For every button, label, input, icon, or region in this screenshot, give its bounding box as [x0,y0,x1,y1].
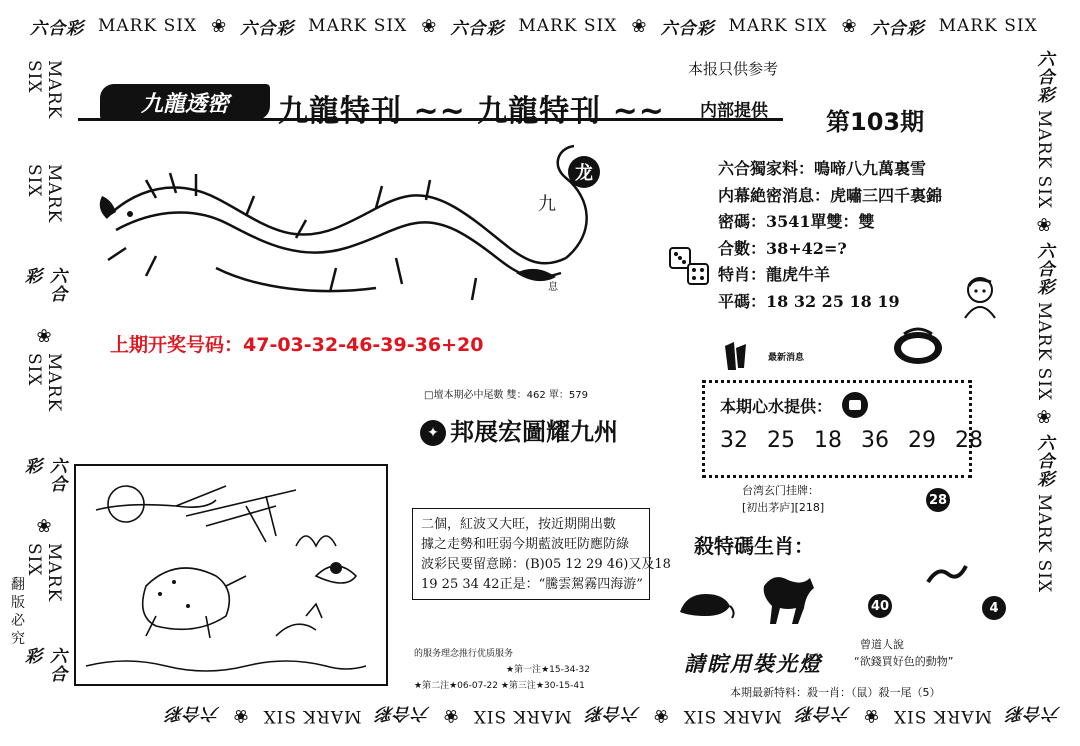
last-draw-numbers: 上期开奖号码：47-03-32-46-39-36+20 [110,334,484,356]
border-logo: 六合彩 [1006,703,1060,724]
flower-icon: ❀ [443,705,459,727]
border-text: MARK SIX [892,706,992,726]
tail-number-note: □壇本期必中尾數 雙：462 單：579 [424,390,588,401]
border-text: MARK SIX [262,706,362,726]
info-line: 合數：38+42=? [718,238,847,258]
border-text: MARK SIX [1034,110,1054,210]
rat-icon [676,586,736,620]
source-label: 内部提供 [700,101,768,121]
border-logo: 六合彩 [1033,434,1054,489]
service-line: ★第二注★06-07-22 ★第三注★30-15-41 [414,681,585,691]
number-ball: 28 [926,488,950,512]
info-line: 六合獨家料：鳴啼八九萬裏雪 [718,159,927,178]
flower-icon: ❀ [653,705,669,727]
heart-number: 36 [861,428,889,453]
dice-icon [668,244,712,288]
quote-block [854,636,953,670]
verse-box [412,508,671,600]
border-text: MARK SIX [24,163,64,223]
kill-zodiac-title: 殺特碼生肖： [694,534,814,558]
info-line: 密碼：3541單雙：雙 [718,212,875,231]
heart-number: 32 [720,428,748,453]
verse-line: 據之走勢和旺弱今期藍波旺防應防綠 [421,537,630,552]
dragon-char-jiu: 九 [538,194,556,215]
info-line: 平碼：18 32 25 18 19 [718,291,900,311]
right-border-strip [1026,50,1062,700]
info-line: 内幕絶密消息：虎嘯三四千裏錦 [718,185,943,205]
tiger-icon [756,566,818,628]
heart-number: 29 [908,428,936,453]
border-logo: 六合彩 [30,18,84,39]
border-text: MARK SIX [728,16,828,36]
quote-author: 曾道人說 [860,638,904,651]
border-text: MARK SIX [24,60,64,120]
top-border-strip [30,10,1060,42]
border-text: MARK SIX [682,706,782,726]
flower-icon: ❀ [841,15,857,37]
cartoon-figure-icon [955,272,1005,322]
zodiac-animals [676,560,1026,640]
border-logo: 六合彩 [21,456,66,493]
border-logo: 六合彩 [660,18,715,39]
slogan-mark-icon: ✦ [420,420,446,446]
flower-icon: ❀ [211,15,227,37]
border-logo: 六合彩 [585,703,640,724]
border-logo: 六合彩 [1033,242,1054,297]
landscape-illustration [74,464,388,686]
flower-icon: ❀ [421,15,437,37]
border-logo: 六合彩 [450,18,505,39]
border-logo: 六合彩 [1033,50,1054,104]
heart-numbers-label: 本期心水提供： [720,397,833,416]
taiwan-tip [742,482,824,516]
dragon-char-xi: 息 [548,282,558,293]
service-line: ★第一注★15-34-32 [506,665,590,675]
border-logo: 六合彩 [165,703,220,724]
heart-number: 25 [767,428,795,453]
quote-text: “欲錢買好色的動物” [854,655,954,668]
number-ball: 40 [868,594,892,618]
flower-icon: ❀ [863,705,879,727]
left-border-strip [21,60,66,700]
flower-icon: ❀ [233,705,249,727]
flower-icon: ❀ [36,516,52,538]
info-line: 特肖：龍虎牛羊 [718,265,831,284]
lamp-slogan: 請睆用裝光燈 [684,652,822,676]
verse-line: 19 25 34 42正是：“騰雲駕霧四海游” [421,577,643,592]
border-text: MARK SIX [1034,494,1054,594]
verse-line: 二個，紅波又大旺，按近期開出數 [421,517,617,532]
taiwan-tip-title: 台湾玄门挂牌： [742,484,819,497]
slogan [420,412,618,447]
latest-tip: 本期最新特料：殺一肖：（鼠）殺一尾（5） [730,686,941,699]
border-text: MARK SIX [24,353,64,413]
flower-icon: ❀ [631,15,647,37]
flower-icon: ❀ [36,326,52,348]
logo-badge-icon [890,324,946,368]
verse-line: 波彩民要留意睇：(B)05 12 29 46)又及18 [421,557,671,572]
border-text: MARK SIX [1034,302,1054,402]
border-logo: 六合彩 [795,703,850,724]
bottom-border-strip [30,700,1060,732]
service-block [414,646,590,694]
dragon-small-icon [926,562,968,588]
border-text: MARK SIX [308,16,408,36]
number-ball: 4 [982,596,1006,620]
border-text: MARK SIX [24,543,64,603]
page-title: 九龍特刊 ~~ 九龍特刊 ~~ [278,94,665,129]
border-text: MARK SIX [472,706,572,726]
border-text: MARK SIX [938,16,1038,36]
service-title: 的服务理念推行优质服务 [414,649,514,659]
taiwan-tip-value: [初出茅庐][218] [742,501,825,514]
border-logo: 六合彩 [240,18,295,39]
border-logo: 六合彩 [21,267,66,304]
border-logo: 六合彩 [375,703,430,724]
flower-icon: ❀ [1036,407,1052,429]
flower-icon: ❀ [1036,215,1052,237]
border-logo: 六合彩 [21,646,66,683]
copyright-notice: 翻版必究 [11,577,25,647]
heart-numbers [720,428,983,453]
border-text: MARK SIX [98,16,198,36]
info-list [718,156,942,315]
heart-number: 18 [814,428,842,453]
seal-icon [842,392,868,418]
heart-number: 28 [955,428,983,453]
border-text: MARK SIX [518,16,618,36]
dragon-illustration [96,138,616,308]
border-logo: 六合彩 [870,18,925,39]
slogan-text: 邦展宏圖耀九州 [450,418,618,446]
news-label: 最新消息 [768,353,805,363]
flag-icon [722,340,748,372]
dragon-char-long: 龙 [575,163,593,184]
title-badge: 九龍透密 [100,84,270,120]
issue-number: 第103期 [826,108,925,136]
reference-note: 本报只供参考 [688,60,779,78]
